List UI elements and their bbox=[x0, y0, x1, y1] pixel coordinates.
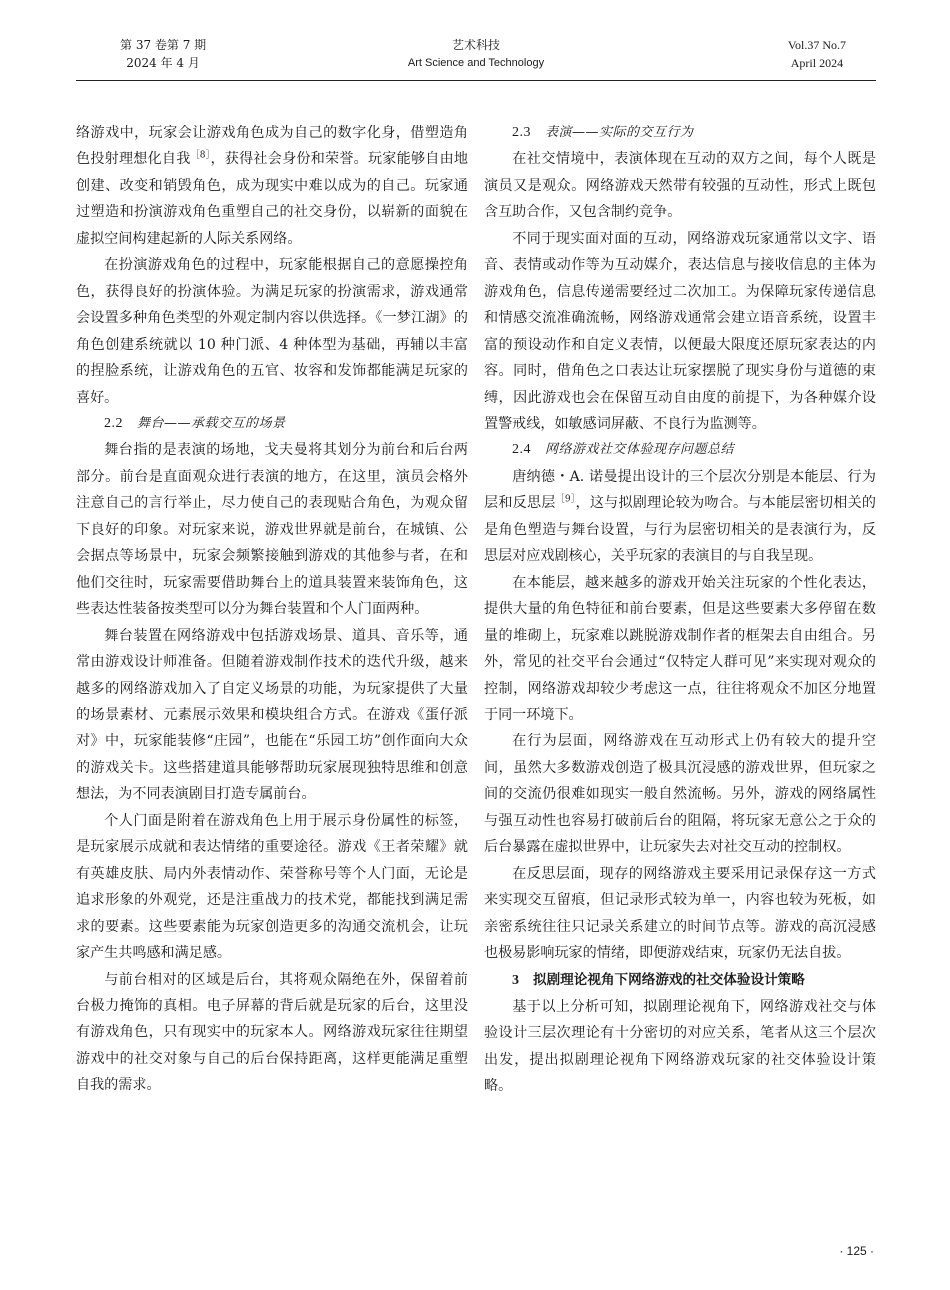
paragraph: 舞台指的是表演的场地，戈夫曼将其划分为前台和后台两部分。前台是直面观众进行表演的地方，在这里，演员会格外注意自己的言行举止，尽力使自己的表现贴合角色，为观众留下良好的印象。对玩家来说，游戏世界就是前台，在城镇、公会据点等场景中，玩家会频繁接触到游戏的其他参与者，在和他们交往时，玩家需要借助舞台上的道具装置来装饰角色，这些表达性装备按类型可以分为舞台装置和个人门面两种。 bbox=[76, 442, 468, 618]
left-column bbox=[76, 120, 468, 1099]
journal-title bbox=[76, 36, 876, 72]
paragraph: 个人门面是附着在游戏角色上用于展示身份属性的标签，是玩家展示成就和表达情绪的重要途径。游戏《王者荣耀》就有英雄皮肤、局内外表情动作、荣誉称号等个人门面，无论是追求形象的外观党，还是注重战力的技术党，都能找到满足需求的要素。这些要素能为玩家创造更多的沟通交流机会，让玩家产生共鸣感和满足感。 bbox=[76, 812, 468, 962]
section-heading-3 bbox=[484, 967, 876, 994]
paragraph: 在社交情境中，表演体现在互动的双方之间，每个人既是演员又是观众。网络游戏天然带有较强的互动性，形式上既包含互助合作，又包含制约竞争。 bbox=[484, 151, 876, 221]
section-title: 拟剧理论视角下网络游戏的社交体验设计策略 bbox=[533, 971, 805, 988]
journal-title-cn: 艺术科技 bbox=[451, 38, 500, 52]
paragraph: 唐纳德・A. 诺曼提出设计的三个层次分别是本能层、行为层和反思层$^{[9]}$，这与拟剧理论较为吻合。与本能层密切相关的是角色塑造与舞台设置，与行为层密切相关的是表演行为，反思层对应戏剧核心，关乎玩家的表演目的与自我呈现。 bbox=[484, 468, 877, 565]
volume-issue: 第 37 卷第 7 期 bbox=[120, 38, 207, 52]
paragraph: 在反思层面，现存的网络游戏主要采用记录保存这一方式来实现交互留痕，但记录形式较为单一，内容也较为死板，如亲密系统往往只记录关系建立的时间节点等。游戏的高沉浸感也极易影响玩家的情绪，即便游戏结束，玩家仍无法自拔。 bbox=[484, 865, 876, 962]
section-title: 网络游戏社交体验现存问题总结 bbox=[545, 442, 735, 458]
paragraph: 舞台装置在网络游戏中包括游戏场景、道具、音乐等，通常由游戏设计师准备。但随着游戏制作技术的迭代升级，越来越多的网络游戏加入了自定义场景的功能，为玩家提供了大量的场景素材、元素展示效果和模块组合方式。在游戏《蛋仔派对》中，玩家能装修“庄园”，也能在“乐园工坊”创作面向大众的游戏关卡。这些搭建道具能够帮助玩家展现独特思维和创意想法，为不同表演剧目打造专属前台。 bbox=[76, 627, 468, 803]
volume-issue-en: Vol.37 No.7 bbox=[787, 38, 846, 52]
section-number: 2.3 bbox=[512, 125, 531, 140]
issue-date-en: April 2024 bbox=[790, 56, 844, 70]
section-number: 3 bbox=[512, 972, 519, 988]
paragraph: 基于以上分析可知，拟剧理论视角下，网络游戏社交与体验设计三层次理论有十分密切的对应关系，笔者从这三个层次出发，提出拟剧理论视角下网络游戏玩家的社交体验设计策略。 bbox=[484, 998, 876, 1095]
section-title: 舞台——承载交互的场景 bbox=[137, 415, 286, 431]
section-heading-2-2 bbox=[76, 411, 468, 437]
journal-title-en: Art Science and Technology bbox=[407, 57, 545, 69]
paragraph: 在行为层面，网络游戏在互动形式上仍有较大的提升空间，虽然大多数游戏创造了极具沉浸感的游戏世界，但玩家之间的交流仍很难如现实一般自然流畅。另外，游戏的网络属性与强互动性也容易打破前后台的阻隔，将玩家无意公之于众的后台暴露在虚拟世界中，让玩家失去对社交互动的控制权。 bbox=[484, 733, 876, 856]
running-header bbox=[76, 36, 876, 82]
section-number: 2.4 bbox=[512, 442, 531, 458]
paragraph: 络游戏中，玩家会让游戏角色成为自己的数字化身，借塑造角色投射理想化自我$^{[8]}$，获得社会身份和荣誉。玩家能够自由地创建、改变和销毁角色，成为现实中难以成为的自己。玩家通过塑造和扮演游戏角色重塑自己的社交身份，以崭新的面貌在虚拟空间构建起新的人际关系网络。 bbox=[76, 125, 468, 247]
citation-ref: ［8］ bbox=[190, 150, 211, 161]
right-column bbox=[484, 120, 876, 1100]
journal-issue-en bbox=[788, 36, 846, 72]
issue-date: 2024 年 4 月 bbox=[126, 56, 200, 70]
section-heading-2-3 bbox=[484, 120, 876, 146]
header-rule bbox=[76, 80, 876, 81]
section-number: 2.2 bbox=[104, 415, 123, 431]
section-heading-2-4 bbox=[484, 437, 876, 463]
citation-ref: ［9］ bbox=[555, 494, 576, 505]
page-number: · 125 · bbox=[839, 1244, 874, 1258]
paragraph: 在扮演游戏角色的过程中，玩家能根据自己的意愿操控角色，获得良好的扮演体验。为满足玩家的扮演需求，游戏通常会设置多种角色类型的外观定制内容以供选择。《一梦江湖》的角色创建系统就以 10 种门派、4 种体型为基础，再辅以丰富的捏脸系统，让游戏角色的五官、妆容和发饰都能满足玩家的喜好。 bbox=[76, 257, 468, 406]
paragraph: 与前台相对的区域是后台，其将观众隔绝在外，保留着前台极力掩饰的真相。电子屏幕的背后就是玩家的后台，这里没有游戏角色，只有现实中的玩家本人。网络游戏玩家往往期望游戏中的社交对象与自己的后台保持距离，这样更能满足重塑自我的需求。 bbox=[76, 971, 468, 1094]
section-title: 表演——实际的交互行为 bbox=[545, 125, 694, 140]
paragraph: 不同于现实面对面的互动，网络游戏玩家通常以文字、语音、表情或动作等为互动媒介，表达信息与接收信息的主体为游戏角色，信息传递需要经过二次加工。为保障玩家传递信息和情感交流准确流畅，网络游戏通常会建立语音系统，设置丰富的预设动作和自定义表情，以便最大限度还原玩家表达的内容。同时，借角色之口表达让玩家摆脱了现实身份与道德的束缚，因此游戏也会在保留互动自由度的前提下，为各种媒介设置警戒线，如敏感词屏蔽、不良行为监测等。 bbox=[484, 230, 876, 432]
paragraph: 在本能层，越来越多的游戏开始关注玩家的个性化表达，提供大量的角色特征和前台要素，但是这些要素大多停留在数量的堆砌上，玩家难以跳脱游戏制作者的框架去自由组合。另外，常见的社交平台会通过“仅特定人群可见”来实现对观众的控制，网络游戏却较少考虑这一点，往往将观众不加区分地置于同一环境下。 bbox=[484, 574, 876, 723]
